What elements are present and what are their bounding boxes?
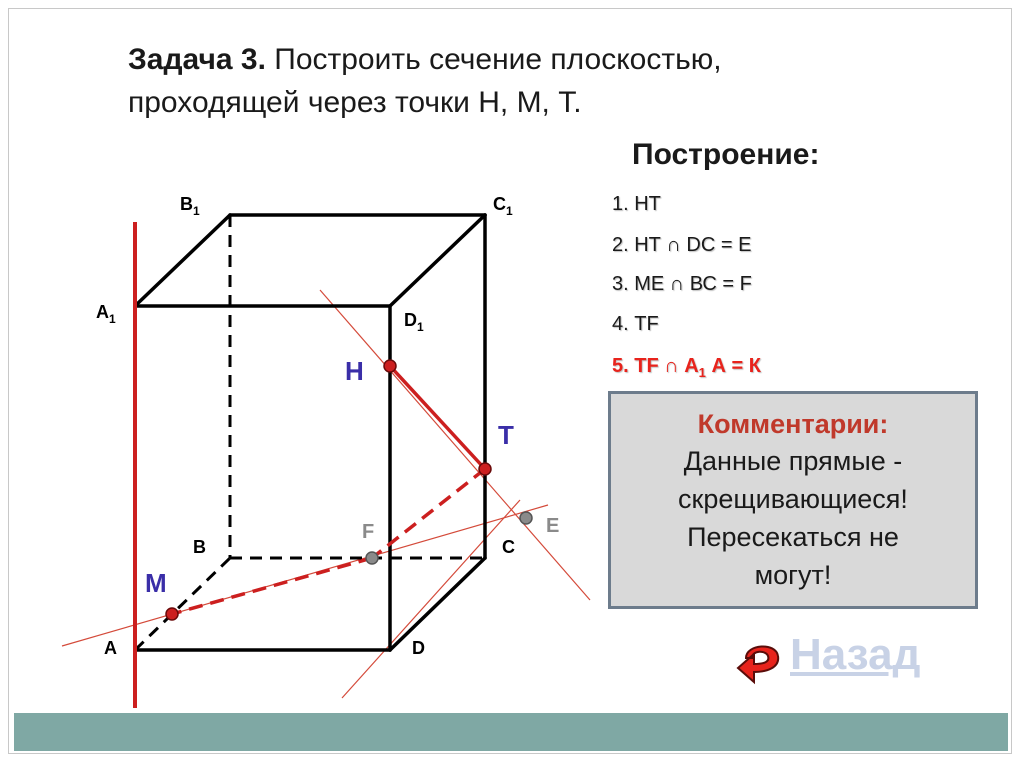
line-ht-extended bbox=[320, 290, 590, 600]
edge-c1-d1 bbox=[390, 215, 485, 306]
edge-a1-b1 bbox=[135, 215, 230, 306]
title-line2: проходящей через точки Н, М, Т. bbox=[128, 86, 582, 119]
label-e: E bbox=[546, 515, 560, 537]
construction-heading: Построение: bbox=[632, 138, 820, 171]
label-h: H bbox=[345, 356, 364, 386]
label-t: T bbox=[498, 420, 514, 450]
label-d1: $D_1$ bbox=[404, 310, 424, 334]
label-d: D bbox=[412, 638, 425, 658]
comment-line-3: Пересекаться не bbox=[687, 522, 899, 552]
step-1: 1. НТ bbox=[612, 193, 661, 215]
point-t bbox=[479, 463, 491, 475]
step-5-sub: 1 bbox=[698, 365, 706, 380]
label-c: C bbox=[502, 537, 515, 557]
point-m bbox=[166, 608, 178, 620]
step-4: 4. ТF bbox=[612, 313, 659, 335]
edge-d-c bbox=[390, 558, 485, 650]
point-e bbox=[520, 512, 532, 524]
label-c1: $C_1$ bbox=[493, 194, 513, 218]
label-b: B bbox=[193, 537, 206, 557]
comment-line-2: скрещивающиеся! bbox=[678, 484, 908, 514]
step-2: 2. НТ ∩ DC = Е bbox=[612, 234, 752, 256]
label-m: M bbox=[145, 568, 167, 598]
label-a: A bbox=[104, 638, 117, 658]
step-5-prefix: 5. ТF ∩ А bbox=[612, 355, 699, 377]
step-3: 3. МЕ ∩ ВС = F bbox=[612, 273, 752, 295]
section-ht bbox=[390, 366, 485, 469]
label-f: F bbox=[362, 521, 375, 543]
back-link[interactable]: Назад bbox=[790, 630, 921, 679]
comment-line-4: могут! bbox=[754, 560, 832, 590]
step-5-suffix: А = К bbox=[705, 355, 761, 377]
label-b1: $B_1$ bbox=[180, 194, 200, 218]
title-bold: Задача 3. bbox=[128, 43, 266, 76]
comment-line-1: Данные прямые - bbox=[683, 446, 903, 476]
point-h bbox=[384, 360, 396, 372]
section-fm bbox=[172, 558, 372, 614]
comment-title: Комментарии: bbox=[697, 409, 889, 439]
title-line1: Построить сечение плоскостью, bbox=[265, 43, 722, 76]
point-f bbox=[366, 552, 378, 564]
label-a1: $A_1$ bbox=[96, 302, 116, 326]
